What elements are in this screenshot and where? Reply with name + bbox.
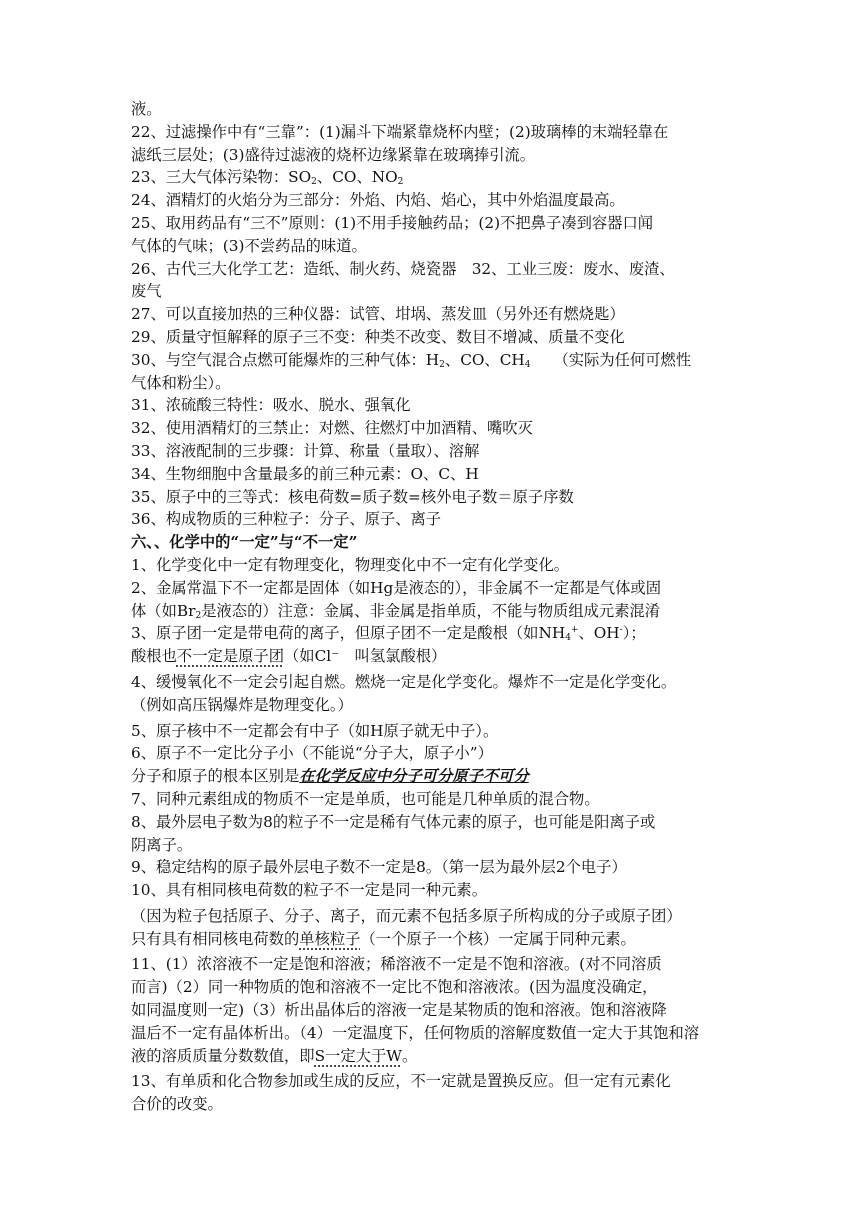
text-span: 30、与空气混合点燃可能爆炸的三种气体：H [131,350,440,369]
text-line: 5、原子核中不一定都会有中子（如H原子就无中子）。 [131,721,499,740]
emphasis-dotted: S一定大于W [314,1046,402,1065]
text-line: 阴离子。 [131,835,193,854]
emphasis-dotted: 不一定是原子团 [176,647,284,666]
text-line [131,600,731,623]
text-line: 29、质量守恒解释的原子三不变：种类不改变、数目不增减、质量不变化 [131,327,625,346]
text-line: 27、可以直接加热的三种仪器：试管、坩埚、蒸发皿（另外还有燃烧匙） [131,305,625,324]
text-span: 23、三大气体污染物：SO [131,168,312,187]
text-line: 26、古代三大化学工艺：造纸、制火药、烧瓷器 32、工业三废：废水、废渣、 [131,259,675,278]
text-line: （因为粒子包括原子、分子、离子，而元素不包括多原子所构成的分子或原子团） [131,906,682,925]
text-span: （一个原子一个核）一定属于同种元素。 [360,929,636,948]
subscript: 2 [397,177,404,188]
text-span: 。 [401,1046,418,1065]
text-span: 分子和原子的根本区别是 [131,767,300,786]
subscript: 2 [311,177,317,188]
text-span: ）； [622,624,646,643]
text-line: 如同温度则一定)（3）析出晶体后的溶液一定是某物质的饱和溶液。饱和溶液降 [131,1001,667,1020]
text-line: 33、溶液配制的三步骤：计算、称量（量取）、溶解 [131,441,480,460]
text-line: 温后不一定有晶体析出。（4）一定温度下，任何物质的溶解度数值一定大于其饱和溶 [131,1023,700,1042]
text-line: 13、有单质和化合物参加或生成的反应，不一定就是置换反应。但一定有元素化 [131,1072,671,1091]
text-line: 9、稳定结构的原子最外层电子数不一定是8。（第一层为最外层2个电子） [131,858,627,877]
subscript: 4 [565,633,571,644]
text-span: 、OH [578,624,620,643]
text-line: 32、使用酒精灯的三禁止：对燃、往燃灯中加酒精、嘴吹灭 [131,419,533,438]
text-span: 只有具有相同核电荷数的 [131,929,300,948]
text-line: 液。 [131,100,162,118]
text-line [131,645,731,668]
superscript: + [570,625,579,636]
superscript: - [619,625,623,636]
document-page [131,98,731,1116]
text-line [131,928,731,951]
text-line [131,765,731,788]
text-span: 是液态的）注意：金属、非金属是指单质，不能与物质组成元素混淆 [201,601,661,620]
section-heading: 六、、化学中的“一定”与“不一定” [131,533,358,552]
subscript: 4 [524,359,531,370]
text-line: 而言)（2）同一种物质的饱和溶液不一定比不饱和溶液浓。(因为温度没确定， [131,978,658,997]
text-line: 气体和粉尘）。 [131,373,231,392]
text-line: 气体的气味；(3)不尝药品的味道。 [131,236,367,255]
text-span: （如Cl⁻ 叫氢氯酸根） [284,647,447,666]
text-line: 8、最外层电子数为8的粒子不一定是稀有气体元素的原子，也可能是阳离子或 [131,812,656,831]
subscript: 2 [439,359,445,370]
emphasis-dotted: 单核粒子 [299,929,361,948]
text-line: 2、金属常温下不一定都是固体（如Hg是液态的），非金属不一定都是气体或固 [131,578,662,597]
text-line: 7、同种元素组成的物质不一定是单质，也可能是几种单质的混合物。 [131,789,600,808]
text-line: 36、构成物质的三种粒子：分子、原子、离子 [131,510,442,529]
text-line [131,349,731,372]
text-line: 1、化学变化中一定有物理变化，物理变化中不一定有化学变化。 [131,555,570,574]
text-span: 体（如Br [131,601,196,620]
text-line: 合价的改变。 [131,1095,223,1114]
text-line: 11、(1）浓溶液不一定是饱和溶液；稀溶液不一定是不饱和溶液。(对不同溶质 [131,955,662,974]
text-span: 3、原子团一定是带电荷的离子，但原子团不一定是酸根（如NH [131,624,566,643]
text-line: 22、过滤操作中有“三靠”：(1)漏斗下端紧靠烧杯内壁；(2)玻璃棒的末端轻靠在 [131,122,669,141]
text-span: 液的溶质质量分数数值，即 [131,1046,315,1065]
text-line [131,1045,731,1068]
subscript: 2 [195,610,202,621]
text-line: 24、酒精灯的火焰分为三部分：外焰、内焰、焰心，其中外焰温度最高。 [131,191,625,210]
text-line: 25、取用药品有“三不”原则：(1)不用手接触药品；(2)不把鼻子凑到容器口闻 [131,213,654,232]
text-line: 6、原子不一定比分子小（不能说“分子大，原子小”） [131,744,493,763]
text-line: 34、生物细胞中含量最多的前三种元素：O、C、H [131,464,479,483]
text-line [131,166,731,189]
text-line: 废气 [131,282,162,301]
emphasis-underline: 在化学反应中分子可分原子不可分 [299,767,529,786]
text-line: 35、原子中的三等式：核电荷数=质子数=核外电子数＝原子序数 [131,487,574,506]
text-line: 4、缓慢氧化不一定会引起自燃。燃烧一定是化学变化。爆炸不一定是化学变化。 [131,672,677,691]
text-span: 、CO、NO [316,168,398,187]
text-line: （例如高压锅爆炸是物理变化。） [131,695,353,714]
text-span: （实际为任何可燃性 [530,350,692,369]
text-line [131,622,731,645]
text-line: 滤纸三层处；(3)盛待过滤液的烧杯边缘紧靠在玻璃捧引流。 [131,145,536,164]
text-span: 酸根也 [131,647,177,666]
text-line: 31、浓硫酸三特性：吸水、脱水、强氧化 [131,396,411,415]
text-span: 、CO、CH [444,350,525,369]
text-line: 10、具有相同核电荷数的粒子不一定是同一种元素。 [131,881,487,900]
